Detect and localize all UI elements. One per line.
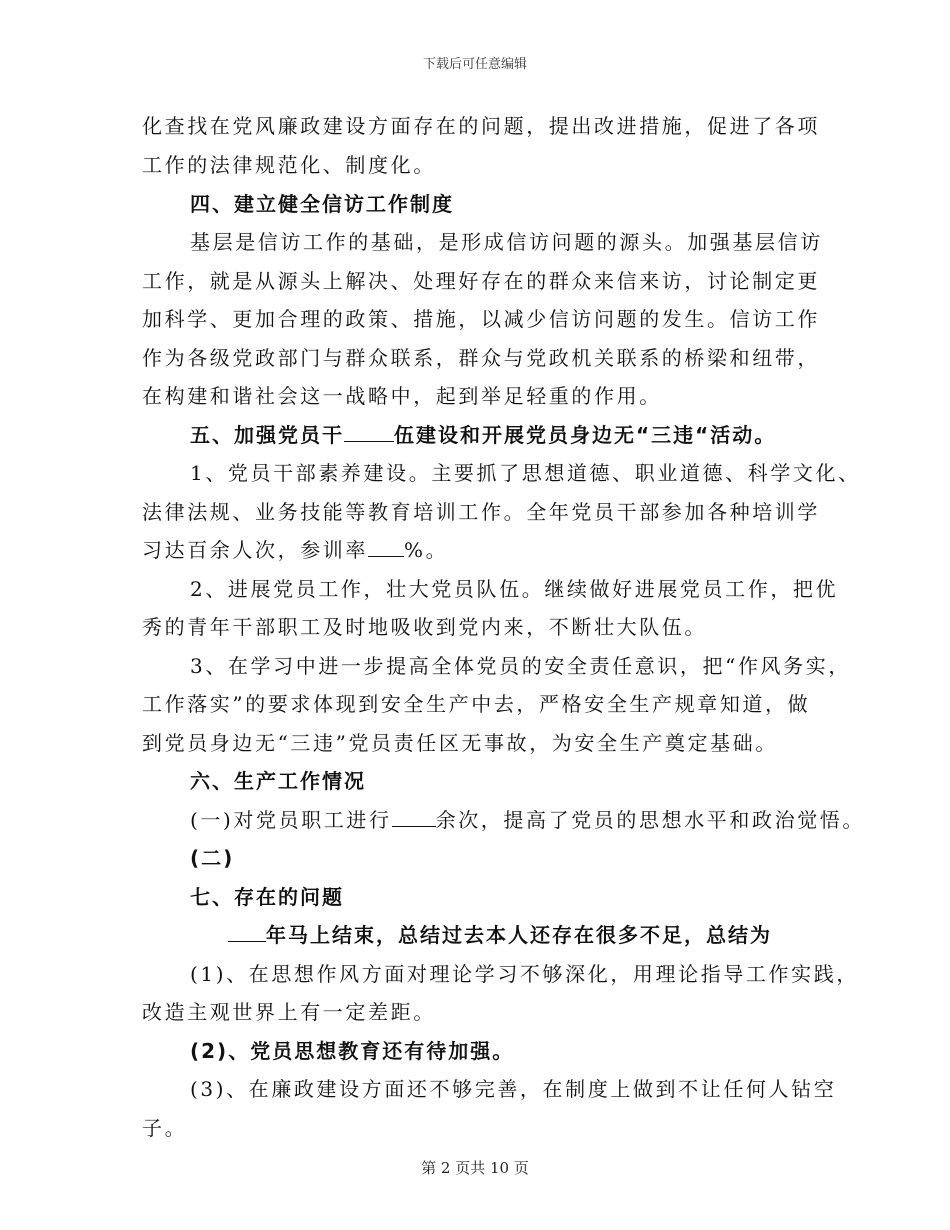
fill-blank — [228, 941, 266, 942]
paragraph-line: 加科学、更加合理的政策、措施，以减少信访问题的发生。信访工作 — [142, 307, 820, 331]
paragraph-line — [190, 806, 865, 834]
paragraph-line: 3、在学习中进一步提高全体党员的安全责任意识，把“作风务实， — [190, 654, 851, 678]
paragraph-line: 1、党员干部素养建设。主要抓了思想道德、职业道德、科学文化、 — [190, 461, 861, 485]
paragraph-line: (1)、在思想作风方面对理论学习不够深化，用理论指导工作实践， — [190, 962, 859, 986]
sub-heading-2: (二) — [190, 846, 235, 870]
paragraph-line: 工作的法律规范化、制度化。 — [142, 153, 436, 177]
paragraph-line — [142, 536, 448, 564]
text-part: 年马上结束，总结过去本人还存在很多不足，总结为 — [266, 923, 772, 947]
paragraph-line: 作为各级党政部门与群众联系，群众与党政机关联系的桥梁和纽带， — [142, 346, 820, 370]
paragraph-line: 秀的青年干部职工及时地吸收到党内来，不断壮大队伍。 — [142, 615, 707, 639]
section-heading-4: 四、建立健全信访工作制度 — [190, 192, 454, 216]
paragraph-line: 法律法规、业务技能等教育培训工作。全年党员干部参加各种培训学 — [142, 500, 820, 524]
paragraph-line: 基层是信访工作的基础，是形成信访问题的源头。加强基层信访 — [190, 230, 823, 254]
fill-blank — [344, 441, 394, 442]
paragraph-line: 工作，就是从源头上解决、处理好存在的群众来信来访，讨论制定更 — [142, 269, 820, 293]
section-heading-6: 六、生产工作情况 — [190, 769, 366, 793]
paragraph-line: 工作落实”的要求体现到安全生产中去，严格安全生产规章知道，做 — [142, 692, 811, 716]
fill-blank — [368, 556, 404, 557]
heading-part-1: 五、加强党员干 — [190, 423, 344, 447]
paragraph-line: 子。 — [142, 1116, 188, 1140]
section-heading-5 — [190, 421, 776, 449]
fill-blank — [392, 826, 436, 827]
text-part-2: 余次，提高了党员的思想水平和政治觉悟。 — [435, 808, 866, 832]
section-heading-7: 七、存在的问题 — [190, 885, 344, 909]
page-footer: 第 2 页共 10 页 — [421, 1159, 529, 1177]
paragraph-line: 到党员身边无“三违”党员责任区无事故，为安全生产奠定基础。 — [142, 731, 778, 755]
paragraph-line: 改造主观世界上有一定差距。 — [142, 1000, 436, 1024]
text-part-1: 习达百余人次，参训率 — [142, 538, 368, 562]
text-part-2: %。 — [404, 538, 449, 562]
text-part-1: (一)对党员职工进行 — [190, 808, 392, 832]
paragraph-line: 在构建和谐社会这一战略中，起到举足轻重的作用。 — [142, 384, 662, 408]
paragraph-line: 2、进展党员工作，壮大党员队伍。继续做好进展党员工作，把优 — [190, 577, 839, 601]
paragraph-line: (3)、在廉政建设方面还不够完善，在制度上做到不让任何人钻空 — [190, 1077, 837, 1101]
summary-intro — [228, 921, 772, 949]
heading-part-2: 伍建设和开展党员身边无“三违“活动。 — [394, 423, 777, 447]
paragraph-line: 化查找在党风廉政建设方面存在的问题，提出改进措施，促进了各项 — [142, 114, 820, 138]
page-header: 下载后可任意编辑 — [422, 57, 527, 72]
paragraph-line-bold: (2)、党员思想教育还有待加强。 — [190, 1039, 515, 1063]
